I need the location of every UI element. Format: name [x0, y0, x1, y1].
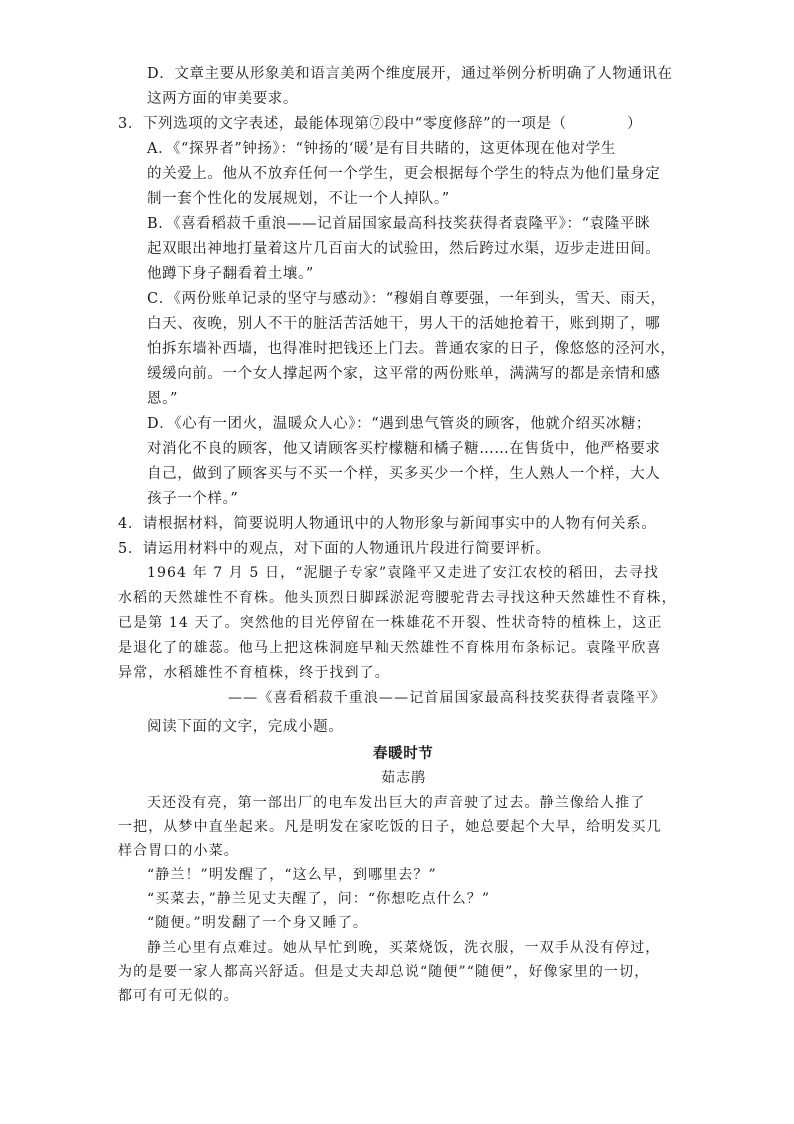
q3-option-c-line-5: 恩。” — [147, 391, 178, 407]
q3-option-b-line-1: B．《喜看稻菽千重浪——记首届国家最高科技奖获得者袁隆平》：“袁隆平眯 — [147, 216, 651, 232]
q3-option-c-line-4: 缓缓向前。一个女人撑起两个家，这平常的两份账单，满满写的都是亲情和感 — [147, 366, 661, 382]
story-title: 春暖时节 — [373, 745, 434, 762]
q3-option-c-line-3: 怕拆东墙补西墙，也得准时把钱还上门去。普通农家的日子，像悠悠的泾河水， — [147, 341, 676, 357]
q2-option-d-line-1: D．文章主要从形象美和语言美两个维度展开，通过举例分析明确了人物通讯在 — [147, 66, 673, 82]
q3-option-d-line-1: D．《心有一团火，温暖众人心》：“遇到患气管炎的顾客，他就介绍买冰糖； — [147, 416, 652, 432]
story-paragraph-line-5: 为的是要一家人都高兴舒适。但是丈夫却总说“随便”“随便”，好像家里的一切， — [118, 964, 650, 980]
story-paragraph-line-4: 静兰心里有点难过。她从早忙到晚，买菜烧饭，洗衣服，一双手从没有停过， — [147, 940, 661, 956]
q3-option-c-line-2: 白天、夜晚，别人不干的脏活苦活她干，男人干的活她抢着干，账到期了，哪 — [147, 316, 661, 332]
story-paragraph-line-2: 一把，从梦中直坐起来。凡是明发在家吃饭的日子，她总要起个大早，给明发买几 — [118, 819, 662, 835]
q5-stem: 5．请运用材料中的观点，对下面的人物通讯片段进行简要评析。 — [118, 541, 551, 557]
q3-option-a-line-3: 制一套个性化的发展规划，不让一个人掉队。” — [147, 191, 450, 207]
story-author: 茹志鹃 — [381, 770, 427, 786]
story-paragraph-line-3: 样合胃口的小菜。 — [118, 843, 239, 859]
q3-option-c-line-1: C．《两份账单记录的坚守与感动》：“穆娟自尊要强，一年到头，雪天、雨天， — [147, 291, 666, 307]
story-dialogue-3: “随便。”明发翻了一个身又睡了。 — [147, 915, 368, 931]
excerpt-line-4: 是退化了的雄蕊。他马上把这株洞庭早籼天然雄性不育株用布条标记。袁隆平欣喜 — [118, 640, 662, 656]
q3-option-a-line-2: 的关爱上。他从不放弃任何一个学生，更会根据每个学生的特点为他们量身定 — [147, 166, 661, 182]
q3-option-a-line-1: A．《“探界者”钟扬》：“钟扬的‘暖’是有目共睹的，这更体现在他对学生 — [147, 141, 616, 157]
story-dialogue-2: “买菜去，”静兰见丈夫醒了，问：“你想吃点什么？” — [147, 891, 491, 907]
excerpt-line-3: 已是第 14 天了。突然他的目光停留在一株雄花不开裂、性状奇特的植株上，这正 — [118, 615, 663, 631]
excerpt-source: ——《喜看稻菽千重浪——记首届国家最高科技奖获得者袁隆平》 — [228, 690, 666, 706]
excerpt-line-2: 水稻的天然雄性不育株。他头顶烈日脚踩淤泥弯腰驼背去寻找这种天然雄性不育株， — [118, 590, 677, 606]
story-paragraph-line-1: 天还没有亮，第一部出厂的电车发出巨大的声音驶了过去。静兰像给人推了 — [147, 795, 646, 811]
q3-stem: 3．下列选项的文字表述，最能体现第⑦段中“零度修辞”的一项是（ ） — [118, 116, 643, 132]
story-dialogue-1: “静兰！”明发醒了，“这么早，到哪里去？” — [147, 867, 437, 883]
story-paragraph-line-6: 都可有可无似的。 — [118, 988, 239, 1004]
q3-option-d-line-2: 对消化不良的顾客，他又请顾客买柠檬糖和橘子糖……在售货中，他严格要求 — [147, 441, 661, 457]
reading-intro: 阅读下面的文字，完成小题。 — [147, 719, 344, 735]
q2-option-d-line-2: 这两方面的审美要求。 — [147, 91, 298, 107]
q3-option-b-line-2: 起双眼出神地打量着这片几百亩大的试验田，然后跨过水渠，迈步走进田间。 — [147, 241, 661, 257]
q3-option-d-line-3: 自己，做到了顾客买与不买一个样，买多买少一个样，生人熟人一个样，大人 — [147, 466, 661, 482]
excerpt-line-5: 异常，水稻雄性不育植株，终于找到了。 — [118, 665, 390, 681]
q3-option-b-line-3: 他蹲下身子翻看着土壤。” — [147, 266, 314, 282]
q4-stem: 4．请根据材料，简要说明人物通讯中的人物形象与新闻事实中的人物有何关系。 — [118, 516, 657, 532]
excerpt-line-1: 1964 年 7 月 5 日，“泥腿子专家”袁隆平又走进了安江农校的稻田，去寻找 — [147, 565, 660, 581]
q3-option-d-line-4: 孩子一个样。” — [147, 491, 239, 507]
